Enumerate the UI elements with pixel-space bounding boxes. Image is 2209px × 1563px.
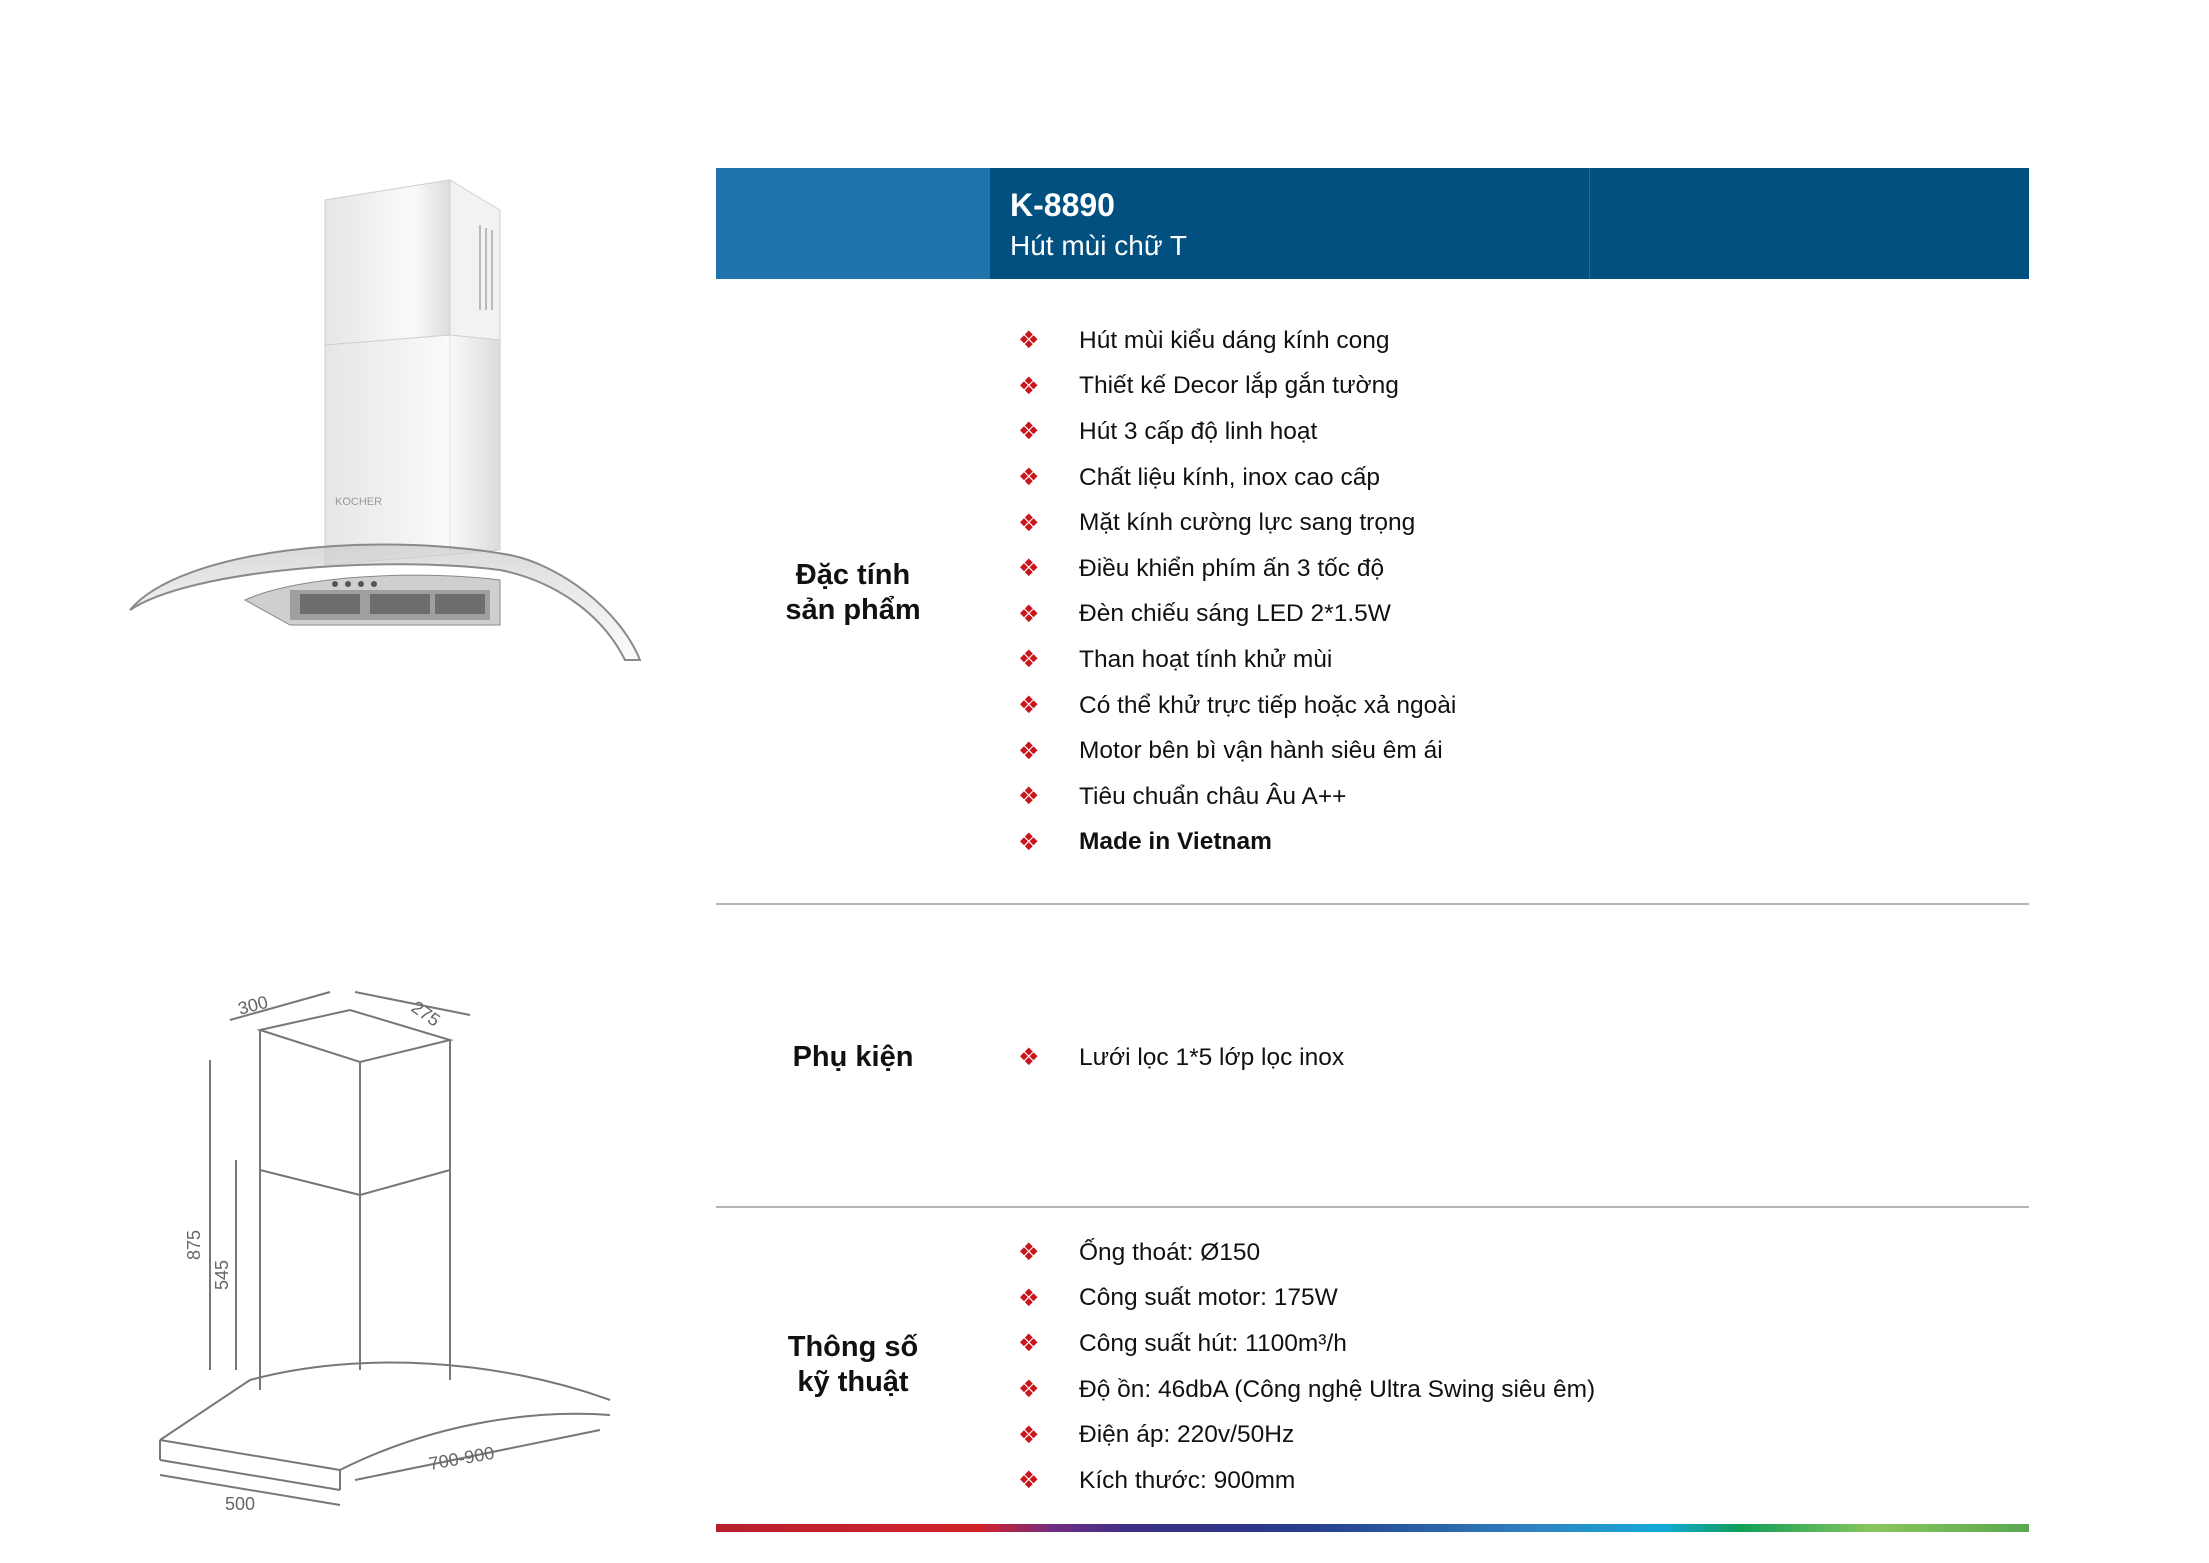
bullet-icon: ❖ xyxy=(1018,828,1040,856)
features-section xyxy=(716,318,2029,903)
dim-top-width: 300 xyxy=(235,991,271,1019)
product-header xyxy=(716,168,2029,279)
accessories-list xyxy=(1018,1035,1344,1081)
footer-color-bar xyxy=(716,1524,2029,1532)
list-item: ❖ Than hoạt tính khử mùi xyxy=(1018,645,1333,674)
specs-label: Thông số kỹ thuật xyxy=(787,1331,919,1398)
list-item: ❖ Hút mùi kiểu dáng kính cong xyxy=(1018,326,1390,355)
list-item: ❖ Hút 3 cấp độ linh hoạt xyxy=(1018,417,1318,446)
bullet-icon: ❖ xyxy=(1018,1284,1040,1312)
dim-width-range: 700-900 xyxy=(427,1442,496,1474)
features-label: Đặc tính sản phẩm xyxy=(785,559,921,626)
product-subtitle: Hút mùi chữ T xyxy=(1010,230,1187,262)
bullet-icon: ❖ xyxy=(1018,1421,1040,1449)
list-item: ❖ Công suất hút: 1100m³/h xyxy=(1018,1329,1347,1358)
list-item: ❖ Made in Vietnam xyxy=(1018,828,1272,856)
product-code: K-8890 xyxy=(1010,187,1115,223)
header-title-block xyxy=(990,168,1590,279)
bullet-icon: ❖ xyxy=(1018,509,1040,537)
bullet-icon: ❖ xyxy=(1018,1044,1040,1072)
list-item: ❖ Tiêu chuẩn châu Âu A++ xyxy=(1018,782,1347,811)
bullet-icon: ❖ xyxy=(1018,600,1040,628)
bullet-icon: ❖ xyxy=(1018,372,1040,400)
list-item: ❖ Chất liệu kính, inox cao cấp xyxy=(1018,463,1380,492)
list-item: ❖ Đèn chiếu sáng LED 2*1.5W xyxy=(1018,600,1391,628)
list-item: ❖ Có thể khử trực tiếp hoặc xả ngoài xyxy=(1018,691,1457,720)
product-photo xyxy=(120,170,660,670)
bullet-icon: ❖ xyxy=(1018,692,1040,720)
list-item: ❖ Độ ồn: 46dbA (Công nghệ Ultra Swing siêu êm) xyxy=(1018,1375,1596,1404)
section-divider xyxy=(716,1206,2029,1208)
header-empty-block xyxy=(1590,168,2029,279)
specs-list xyxy=(1018,1230,1595,1504)
bullet-icon: ❖ xyxy=(1018,418,1040,446)
bullet-icon: ❖ xyxy=(1018,783,1040,811)
dim-top-depth: 275 xyxy=(407,996,444,1031)
dim-depth: 500 xyxy=(225,1494,256,1514)
svg-text:KOCHER: KOCHER xyxy=(335,496,383,508)
list-item: ❖ Công suất motor: 175W xyxy=(1018,1284,1338,1312)
list-item: ❖ Mặt kính cường lực sang trọng xyxy=(1018,509,1416,537)
bullet-icon: ❖ xyxy=(1018,1376,1040,1404)
list-item: ❖ Ống thoát: Ø150 xyxy=(1018,1238,1261,1267)
bullet-icon: ❖ xyxy=(1018,1239,1040,1267)
list-item: ❖ Điện áp: 220v/50Hz xyxy=(1018,1421,1295,1449)
bullet-icon: ❖ xyxy=(1018,1330,1040,1358)
dim-height-min: 545 xyxy=(212,1259,232,1290)
list-item: ❖ Thiết kế Decor lắp gắn tường xyxy=(1018,372,1399,400)
bullet-icon: ❖ xyxy=(1018,555,1040,583)
list-item: ❖ Kích thước: 900mm xyxy=(1018,1466,1296,1495)
dim-height-max: 875 xyxy=(184,1229,204,1260)
bullet-icon: ❖ xyxy=(1018,1467,1040,1495)
accessories-label: Phụ kiện xyxy=(792,1041,914,1073)
bullet-icon: ❖ xyxy=(1018,737,1040,765)
features-list xyxy=(1018,318,1456,865)
header-accent-block xyxy=(716,168,990,279)
accessories-section xyxy=(716,905,2029,1205)
bullet-icon: ❖ xyxy=(1018,327,1040,355)
list-item: ❖ Lưới lọc 1*5 lớp lọc inox xyxy=(1018,1043,1345,1072)
bullet-icon: ❖ xyxy=(1018,464,1040,492)
specs-section xyxy=(716,1230,2029,1510)
list-item: ❖ Điều khiển phím ấn 3 tốc độ xyxy=(1018,554,1385,583)
bullet-icon: ❖ xyxy=(1018,646,1040,674)
list-item: ❖ Motor bên bì vận hành siêu êm ái xyxy=(1018,737,1443,765)
dimension-drawing xyxy=(140,970,660,1530)
